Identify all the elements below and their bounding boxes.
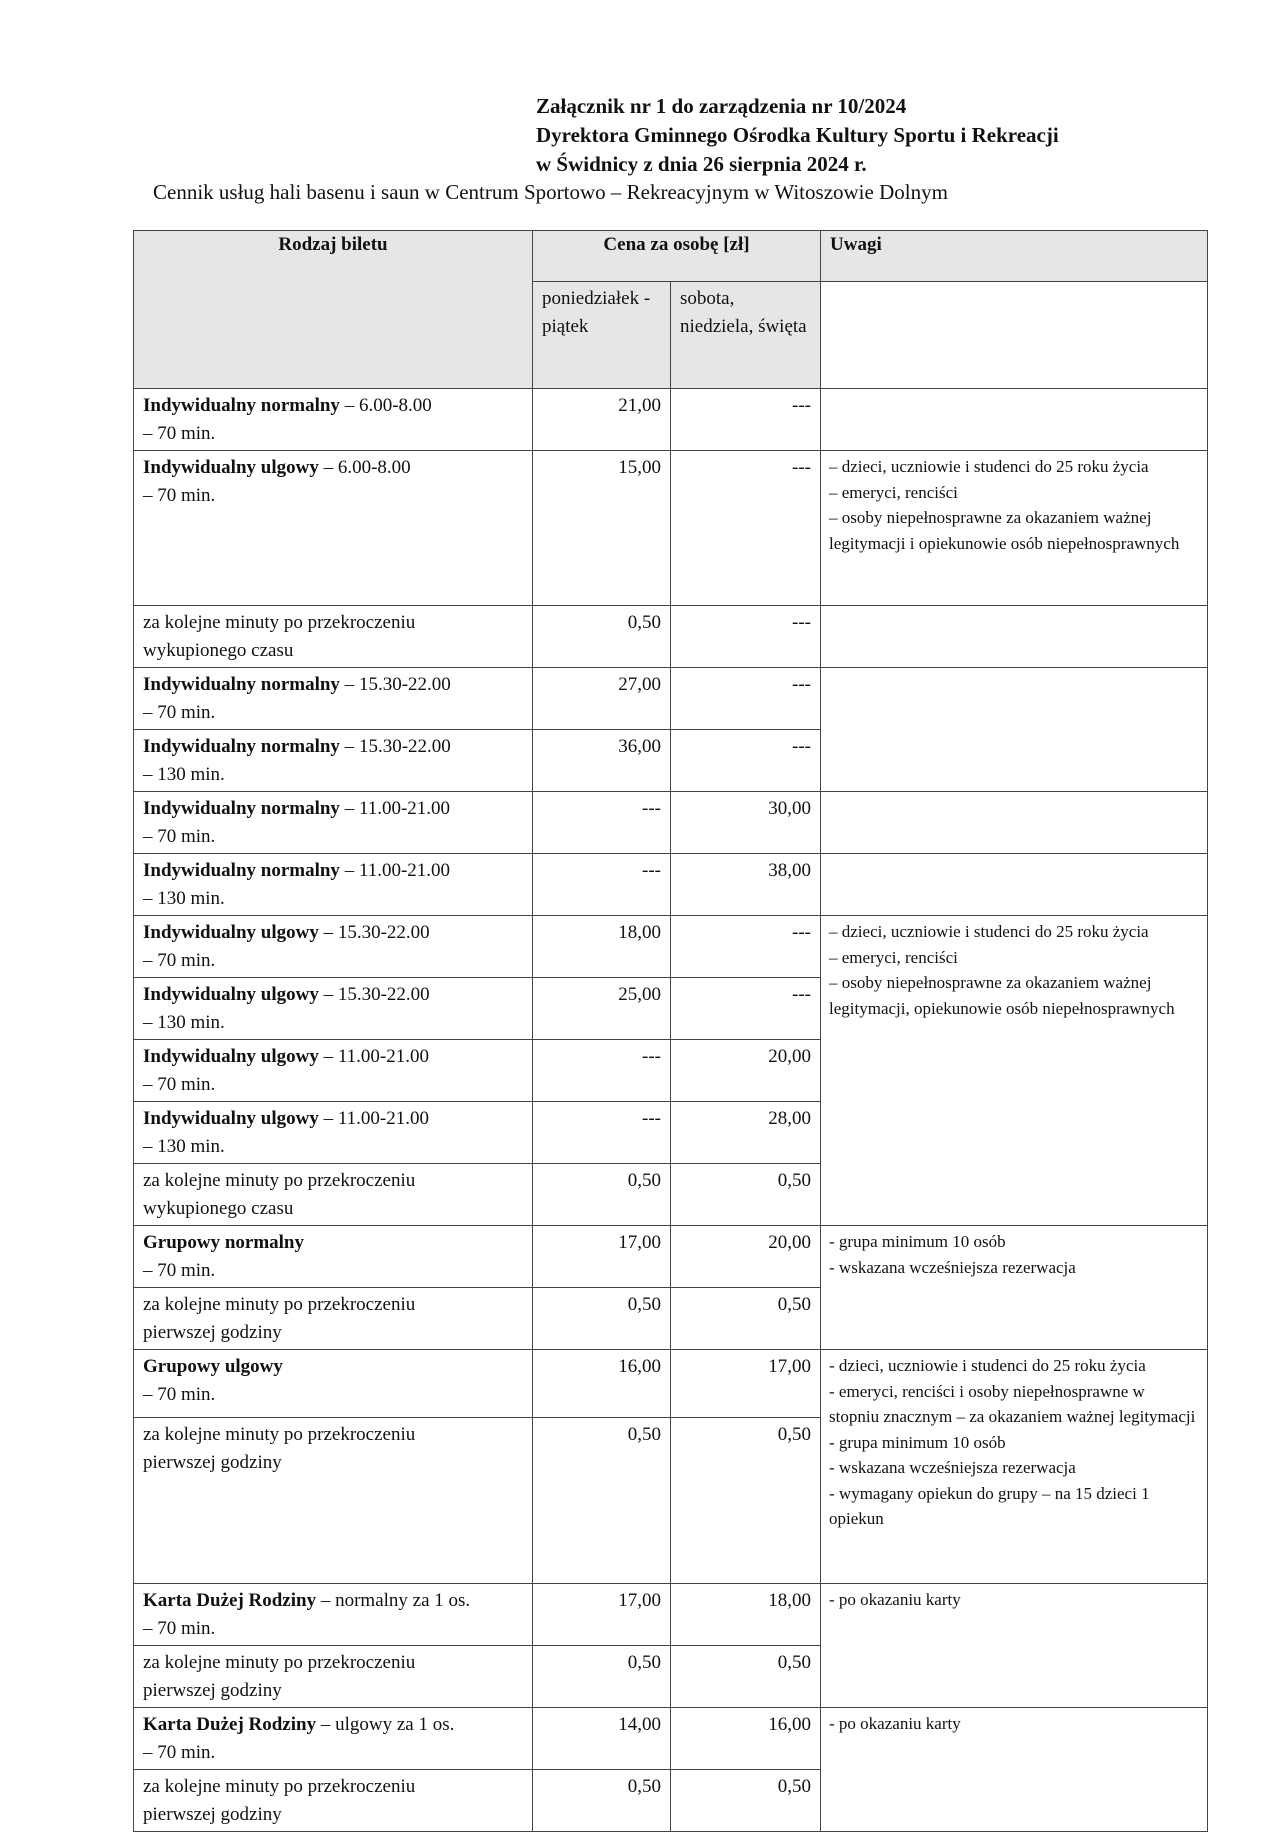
note-line: - grupa minimum 10 osób xyxy=(829,1432,1006,1452)
subheader-weekend: sobota, niedziela, święta xyxy=(671,282,821,389)
note-line: - po okazaniu karty xyxy=(829,1714,961,1733)
table-row xyxy=(134,1226,1208,1288)
ticket-type-cell xyxy=(134,1350,533,1418)
note-line: - po okazaniu karty xyxy=(829,1590,961,1609)
ticket-type-duration: – 70 min. xyxy=(143,1260,216,1281)
ticket-type-detail: – 15.30-22.00 xyxy=(318,922,430,943)
price-weekend-cell: 20,00 xyxy=(671,1040,821,1102)
ticket-type-cell xyxy=(134,730,533,792)
document-subtitle: Cennik usług hali basenu i saun w Centrum Sportowo – Rekreacyjnym w Witoszowie Dolnym xyxy=(153,180,948,204)
ticket-type-cell xyxy=(134,668,533,730)
col-header-ticket: Rodzaj biletu xyxy=(134,231,533,389)
ticket-type-cell xyxy=(134,916,533,978)
note-line: – dzieci, uczniowie i studenci do 25 roku życia xyxy=(829,922,1149,941)
ticket-type-duration: pierwszej godziny xyxy=(143,1322,282,1343)
price-weekend-cell: 38,00 xyxy=(671,854,821,916)
price-weekday-cell: 25,00 xyxy=(533,978,671,1040)
note-line: – dzieci, uczniowie i studenci do 25 roku życia xyxy=(829,457,1149,476)
ticket-type-duration: wykupionego czasu xyxy=(143,1198,294,1219)
price-weekend-cell: 18,00 xyxy=(671,1584,821,1646)
ticket-type-cell xyxy=(134,854,533,916)
price-weekend-cell: --- xyxy=(671,606,821,668)
document-header xyxy=(536,92,1236,179)
notes-cell xyxy=(821,854,1208,916)
price-weekday-cell: 27,00 xyxy=(533,668,671,730)
notes-cell xyxy=(821,916,1208,1226)
ticket-type-cell xyxy=(134,389,533,451)
notes-cell xyxy=(821,1708,1208,1832)
ticket-type-detail: – 6.00-8.00 xyxy=(318,457,411,478)
ticket-type-detail: – 11.00-21.00 xyxy=(339,860,451,881)
ticket-type-duration: – 130 min. xyxy=(143,888,225,909)
price-table xyxy=(133,230,1208,1832)
ticket-type-duration: – 70 min. xyxy=(143,1384,216,1405)
notes-cell xyxy=(821,451,1208,606)
ticket-type-duration: pierwszej godziny xyxy=(143,1804,282,1825)
note-line: - grupa minimum 10 osób xyxy=(829,1232,1006,1251)
note-line: - wskazana wcześniejsza rezerwacja xyxy=(829,1458,1076,1477)
table-row xyxy=(134,1350,1208,1418)
header-line-3: w Świdnicy z dnia 26 sierpnia 2024 r. xyxy=(536,152,867,176)
price-weekday-cell: --- xyxy=(533,792,671,854)
ticket-type-detail: – 6.00-8.00 xyxy=(339,395,432,416)
table-row xyxy=(134,1708,1208,1770)
price-weekend-cell: 0,50 xyxy=(671,1288,821,1350)
notes-cell xyxy=(821,792,1208,854)
note-line: - wskazana wcześniejsza rezerwacja xyxy=(829,1257,1076,1277)
price-weekday-cell: 0,50 xyxy=(533,1770,671,1832)
ticket-type-bold: Indywidualny ulgowy xyxy=(143,1046,319,1067)
ticket-type-duration: – 70 min. xyxy=(143,950,216,971)
header-line-1: Załącznik nr 1 do zarządzenia nr 10/2024 xyxy=(536,94,907,118)
table-row xyxy=(134,792,1208,854)
ticket-type-bold: Grupowy ulgowy xyxy=(143,1356,283,1377)
ticket-type-detail: – 11.00-21.00 xyxy=(339,798,451,819)
ticket-type-bold: Indywidualny ulgowy xyxy=(143,457,319,478)
table-row xyxy=(134,854,1208,916)
price-weekend-cell: 0,50 xyxy=(671,1770,821,1832)
table-row xyxy=(134,389,1208,451)
col-header-price: Cena za osobę [zł] xyxy=(533,231,821,282)
notes-cell xyxy=(821,668,1208,792)
ticket-type-cell xyxy=(134,1102,533,1164)
ticket-type-bold: Indywidualny normalny xyxy=(143,395,340,416)
ticket-type-bold: Grupowy normalny xyxy=(143,1232,304,1253)
notes-cell xyxy=(821,1226,1208,1350)
notes-cell xyxy=(821,606,1208,668)
table-row xyxy=(134,1584,1208,1646)
ticket-type-duration: – 130 min. xyxy=(143,1012,225,1033)
ticket-type-cell xyxy=(134,1164,533,1226)
note-line: - dzieci, uczniowie i studenci do 25 roku życia xyxy=(829,1356,1146,1375)
price-weekday-cell: 14,00 xyxy=(533,1708,671,1770)
notes-cell xyxy=(821,1584,1208,1708)
ticket-type-duration: – 130 min. xyxy=(143,1136,225,1157)
ticket-type-cell xyxy=(134,451,533,606)
price-weekend-cell: 17,00 xyxy=(671,1350,821,1418)
note-line: – emeryci, renciści xyxy=(829,482,958,502)
notes-cell xyxy=(821,1350,1208,1584)
ticket-type-cell xyxy=(134,978,533,1040)
price-weekday-cell: 0,50 xyxy=(533,606,671,668)
price-weekend-cell: --- xyxy=(671,730,821,792)
table-row xyxy=(134,451,1208,606)
note-line: - wymagany opiekun do grupy – na 15 dzieci 1 opiekun xyxy=(829,1483,1150,1528)
ticket-type-detail: za kolejne minuty po przekroczeniu xyxy=(143,1424,416,1445)
price-weekday-cell: --- xyxy=(533,1102,671,1164)
note-line: – osoby niepełnosprawne za okazaniem ważnej legitymacji, opiekunowie osób niepełnosprawnych xyxy=(829,973,1175,1018)
ticket-type-duration: – 70 min. xyxy=(143,485,216,506)
price-weekday-cell: --- xyxy=(533,1040,671,1102)
ticket-type-detail: – 15.30-22.00 xyxy=(339,674,451,695)
ticket-type-cell xyxy=(134,1040,533,1102)
ticket-type-duration: pierwszej godziny xyxy=(143,1680,282,1701)
note-line: - emeryci, renciści i osoby niepełnosprawne w stopniu znacznym – za okazaniem ważnej legitymacji xyxy=(829,1381,1196,1426)
ticket-type-duration: – 70 min. xyxy=(143,1074,216,1095)
ticket-type-cell xyxy=(134,1288,533,1350)
ticket-type-detail: za kolejne minuty po przekroczeniu xyxy=(143,1652,416,1673)
subheader-notes-empty xyxy=(821,282,1208,389)
ticket-type-bold: Indywidualny normalny xyxy=(143,860,340,881)
ticket-type-detail: za kolejne minuty po przekroczeniu xyxy=(143,1776,416,1797)
table-row xyxy=(134,916,1208,978)
subheader-weekday: poniedziałek -piątek xyxy=(533,282,671,389)
ticket-type-bold: Indywidualny ulgowy xyxy=(143,1108,319,1129)
ticket-type-cell xyxy=(134,1226,533,1288)
price-weekday-cell: 16,00 xyxy=(533,1350,671,1418)
table-row xyxy=(134,606,1208,668)
ticket-type-bold: Karta Dużej Rodziny xyxy=(143,1714,317,1735)
col-header-notes: Uwagi xyxy=(821,231,1208,282)
ticket-type-detail: za kolejne minuty po przekroczeniu xyxy=(143,1170,416,1191)
note-line: – emeryci, renciści xyxy=(829,947,958,967)
ticket-type-cell xyxy=(134,1708,533,1770)
ticket-type-duration: – 130 min. xyxy=(143,764,225,785)
ticket-type-cell xyxy=(134,792,533,854)
price-weekend-cell: --- xyxy=(671,668,821,730)
ticket-type-bold: Karta Dużej Rodziny xyxy=(143,1590,317,1611)
price-weekday-cell: 21,00 xyxy=(533,389,671,451)
price-weekday-cell: 0,50 xyxy=(533,1646,671,1708)
price-weekday-cell: 15,00 xyxy=(533,451,671,606)
price-weekend-cell: 0,50 xyxy=(671,1646,821,1708)
ticket-type-duration: wykupionego czasu xyxy=(143,640,294,661)
price-weekend-cell: 0,50 xyxy=(671,1418,821,1584)
header-line-2: Dyrektora Gminnego Ośrodka Kultury Sportu i Rekreacji xyxy=(536,123,1059,147)
price-weekend-cell: --- xyxy=(671,916,821,978)
ticket-type-duration: – 70 min. xyxy=(143,826,216,847)
price-weekday-cell: --- xyxy=(533,854,671,916)
price-weekend-cell: 28,00 xyxy=(671,1102,821,1164)
ticket-type-duration: – 70 min. xyxy=(143,702,216,723)
price-weekday-cell: 17,00 xyxy=(533,1584,671,1646)
ticket-type-bold: Indywidualny ulgowy xyxy=(143,922,319,943)
price-weekday-cell: 17,00 xyxy=(533,1226,671,1288)
price-weekday-cell: 0,50 xyxy=(533,1418,671,1584)
notes-cell xyxy=(821,389,1208,451)
ticket-type-bold: Indywidualny normalny xyxy=(143,674,340,695)
ticket-type-detail: – 15.30-22.00 xyxy=(339,736,451,757)
ticket-type-bold: Indywidualny ulgowy xyxy=(143,984,319,1005)
ticket-type-duration: – 70 min. xyxy=(143,1742,216,1763)
price-weekend-cell: --- xyxy=(671,978,821,1040)
ticket-type-cell xyxy=(134,1770,533,1832)
price-weekend-cell: 0,50 xyxy=(671,1164,821,1226)
ticket-type-detail: – 11.00-21.00 xyxy=(318,1046,429,1067)
price-weekend-cell: --- xyxy=(671,389,821,451)
ticket-type-detail: – 11.00-21.00 xyxy=(318,1108,429,1129)
ticket-type-cell xyxy=(134,606,533,668)
ticket-type-cell xyxy=(134,1646,533,1708)
ticket-type-detail: – ulgowy za 1 os. xyxy=(316,1714,455,1735)
price-weekday-cell: 36,00 xyxy=(533,730,671,792)
price-weekday-cell: 0,50 xyxy=(533,1164,671,1226)
price-weekend-cell: 20,00 xyxy=(671,1226,821,1288)
price-weekday-cell: 18,00 xyxy=(533,916,671,978)
ticket-type-cell xyxy=(134,1418,533,1584)
ticket-type-duration: – 70 min. xyxy=(143,1618,216,1639)
ticket-type-cell xyxy=(134,1584,533,1646)
ticket-type-detail: za kolejne minuty po przekroczeniu xyxy=(143,612,416,633)
price-weekend-cell: --- xyxy=(671,451,821,606)
ticket-type-duration: pierwszej godziny xyxy=(143,1452,282,1473)
price-weekend-cell: 16,00 xyxy=(671,1708,821,1770)
price-weekday-cell: 0,50 xyxy=(533,1288,671,1350)
ticket-type-duration: – 70 min. xyxy=(143,423,216,444)
ticket-type-detail: – 15.30-22.00 xyxy=(318,984,430,1005)
price-weekend-cell: 30,00 xyxy=(671,792,821,854)
ticket-type-detail: – normalny za 1 os. xyxy=(316,1590,471,1611)
ticket-type-detail: za kolejne minuty po przekroczeniu xyxy=(143,1294,416,1315)
note-line: – osoby niepełnosprawne za okazaniem ważnej legitymacji i opiekunowie osób niepełnosprawnych xyxy=(829,508,1180,553)
ticket-type-bold: Indywidualny normalny xyxy=(143,736,340,757)
ticket-type-bold: Indywidualny normalny xyxy=(143,798,340,819)
table-row xyxy=(134,668,1208,730)
